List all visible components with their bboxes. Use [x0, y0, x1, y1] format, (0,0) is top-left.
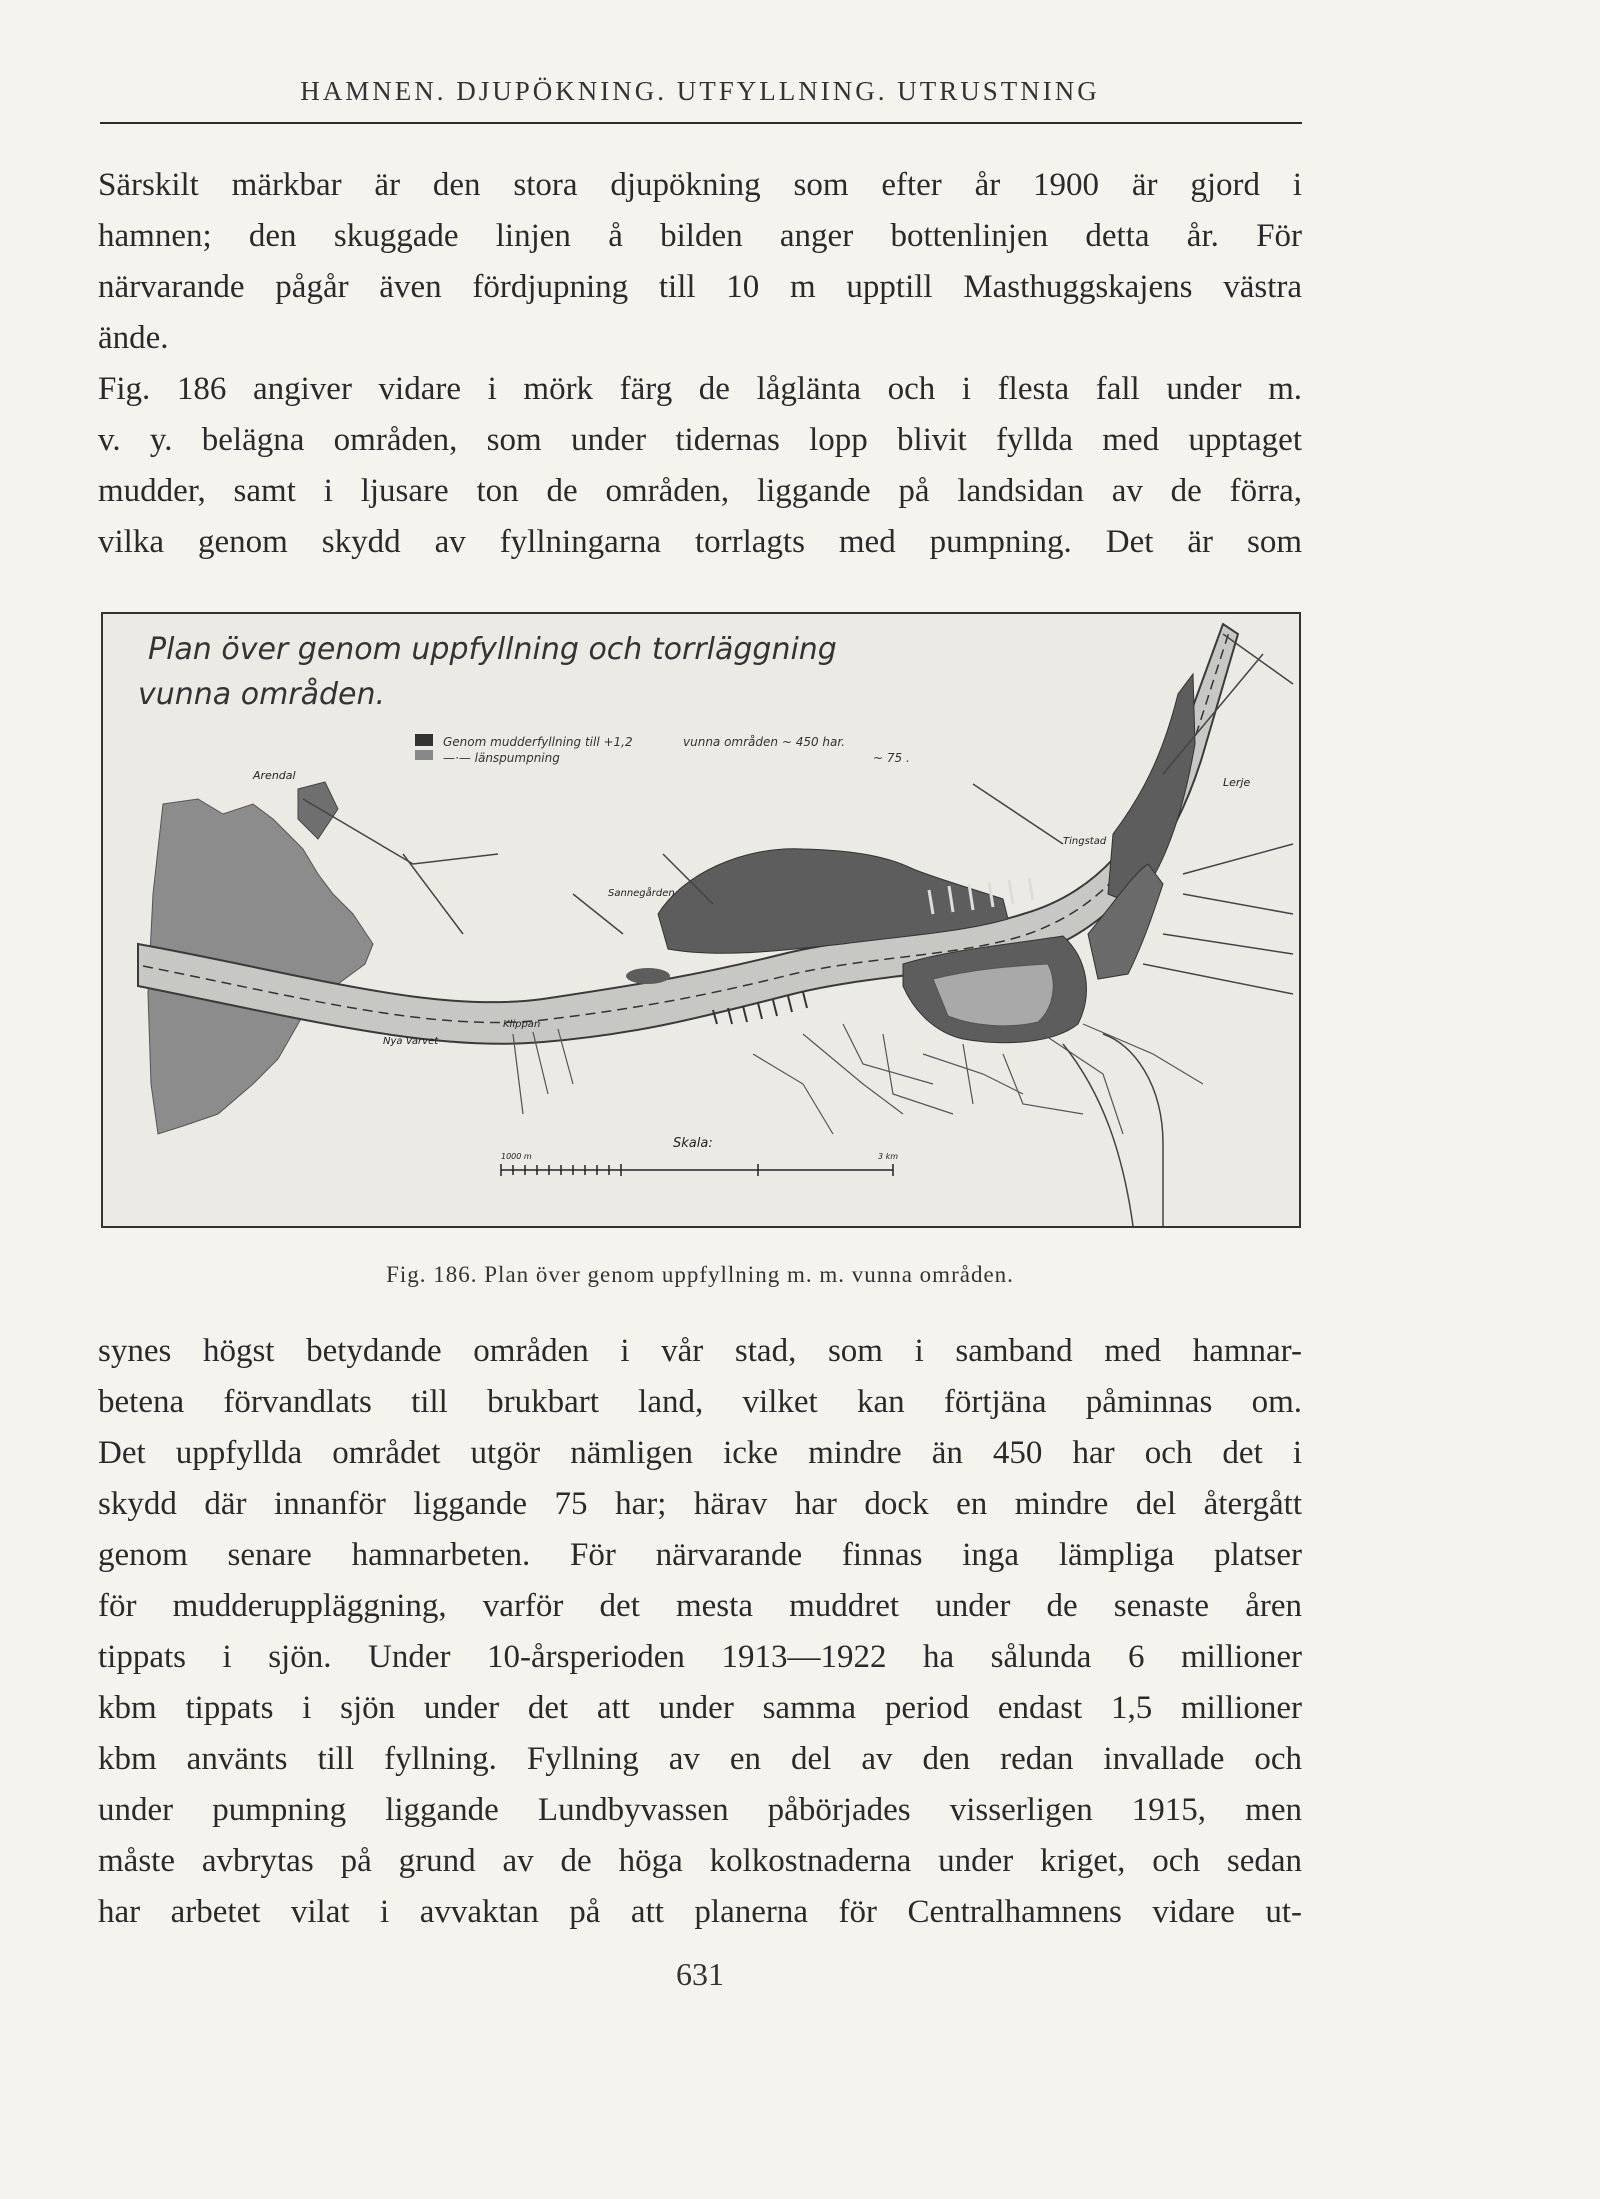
label-arendal: Arendal — [253, 769, 296, 782]
label-lerje: Lerje — [1223, 776, 1251, 789]
paragraph-3-line: skydd där innanför liggande 75 har; härav har dock en mindre del återgått — [98, 1486, 1302, 1522]
paragraph-2 — [98, 364, 1302, 568]
arendal-outlier — [298, 782, 338, 839]
paragraph-1-line: närvarande pågår även fördjupning till 10 m upptill Masthuggskajens västra — [98, 269, 1302, 305]
label-nya-varvet: Nya Varvet — [383, 1036, 439, 1047]
paragraph-3-line: kbm tippats i sjön under det att under samma period endast 1,5 millioner — [98, 1690, 1302, 1726]
paragraph-2-line: vilka genom skydd av fyllningarna torrlagts med pumpning. Det är som — [98, 524, 1302, 560]
paragraph-3-line: Det uppfyllda området utgör nämligen icke mindre än 450 har och det i — [98, 1435, 1302, 1471]
paragraph-3-line: måste avbrytas på grund av de höga kolkostnaderna under kriget, och sedan — [98, 1843, 1302, 1879]
legend-row2-a: —·— länspumpning — [443, 751, 560, 765]
paragraph-2-line: v. y. belägna områden, som under tidernas lopp blivit fyllda med upptaget — [98, 422, 1302, 458]
label-sannegarden: Sannegården — [608, 888, 675, 899]
map-figure — [101, 612, 1301, 1228]
header-rule — [100, 122, 1302, 124]
page-number: 631 — [676, 1956, 724, 1992]
paragraph-1-line: hamnen; den skuggade linjen å bilden anger bottenlinjen detta år. För — [98, 218, 1302, 254]
paragraph-3-line: tippats i sjön. Under 10-årsperioden 1913—1922 ha sålunda 6 millioner — [98, 1639, 1302, 1675]
scale-right-label: 3 km — [878, 1152, 899, 1161]
harbor-map — [103, 614, 1299, 1226]
map-title-line-1: Plan över genom uppfyllning och torrläggning — [148, 632, 837, 667]
paragraph-1 — [98, 160, 1302, 364]
legend-row1-b: vunna områden ~ 450 har. — [683, 735, 846, 749]
scale-label: Skala: — [673, 1136, 713, 1151]
legend-row2-b: ~ 75 . — [873, 751, 910, 765]
scale-bar — [501, 1164, 893, 1176]
paragraph-2-line: Fig. 186 angiver vidare i mörk färg de låglänta och i flesta fall under m. — [98, 371, 1302, 407]
legend-dark-swatch — [415, 734, 433, 746]
paragraph-3-line: under pumpning liggande Lundbyvassen påbörjades visserligen 1915, men — [98, 1792, 1302, 1828]
paragraph-1-line: ände. — [98, 320, 169, 356]
running-head: HAMNEN. DJUPÖKNING. UTFYLLNING. UTRUSTNING — [300, 76, 1100, 106]
legend-row1-a: Genom mudderfyllning till +1,2 — [443, 735, 633, 749]
scale-left-label: 1000 m — [501, 1152, 532, 1161]
label-tingstad: Tingstad — [1063, 836, 1107, 847]
figure-caption: Fig. 186. Plan över genom uppfyllning m. m. vunna områden. — [386, 1262, 1014, 1287]
river-island — [626, 968, 670, 984]
paragraph-3-line: betena förvandlats till brukbart land, vilket kan förtjäna påminnas om. — [98, 1384, 1302, 1420]
paragraph-3 — [98, 1326, 1302, 1938]
paragraph-3-line: genom senare hamnarbeten. För närvarande finnas inga lämpliga platser — [98, 1537, 1302, 1573]
paragraph-3-line: har arbetet vilat i avvaktan på att planerna för Centralhamnens vidare ut- — [98, 1894, 1302, 1930]
paragraph-3-line: kbm använts till fyllning. Fyllning av en del av den redan invallade och — [98, 1741, 1302, 1777]
legend-light-swatch — [415, 750, 433, 760]
map-title-line-2: vunna områden. — [138, 677, 386, 712]
label-klippan: Klippan — [503, 1019, 541, 1030]
paragraph-3-line: synes högst betydande områden i vår stad, som i samband med hamnar- — [98, 1333, 1302, 1369]
paragraph-3-line: för mudderuppläggning, varför det mesta muddret under de senaste åren — [98, 1588, 1302, 1624]
paragraph-1-line: Särskilt märkbar är den stora djupökning som efter år 1900 är gjord i — [98, 167, 1302, 203]
paragraph-2-line: mudder, samt i ljusare ton de områden, liggande på landsidan av de förra, — [98, 473, 1302, 509]
